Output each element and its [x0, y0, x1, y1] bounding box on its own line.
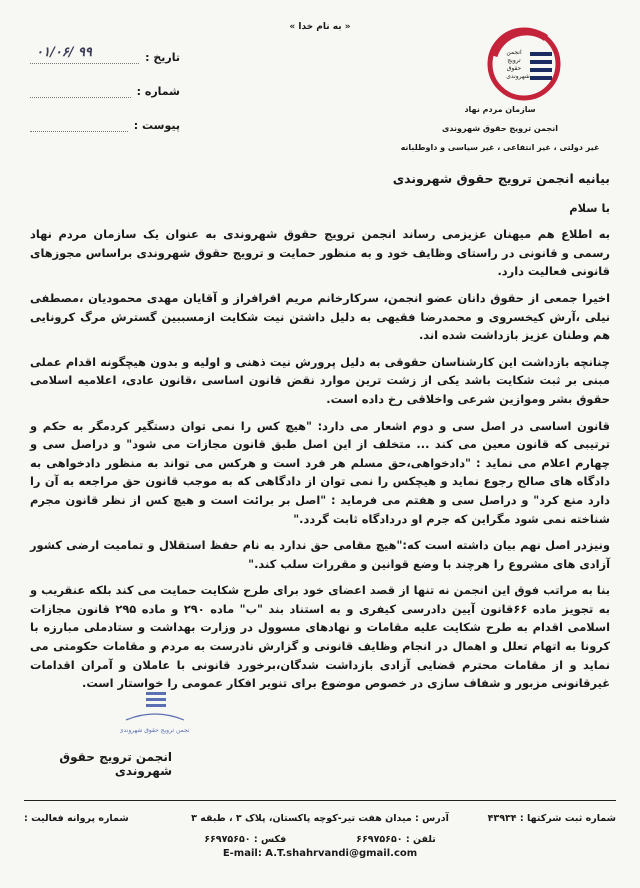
date-line: [30, 44, 139, 64]
attachment-row: [30, 108, 180, 142]
paragraph-3: چنانچه بازداشت این کارشناسان حقوقی به دلیل پرورش نیت ذهنی و اولیه و بدون هیچگونه اقدام عملی مبنی بر ثبت شکایت باشد یکی از زشت ترین موارد نقض قانون اساسی ،قانون عادی، اعلامیه اسلامی حقوق بشر وموازین شرعی واخلاقی رخ داده است.: [30, 354, 610, 406]
date-label: تاریخ :: [145, 50, 180, 64]
address: [174, 813, 466, 824]
attachment-label: پیوست :: [133, 118, 180, 132]
greeting: با سلام: [569, 200, 610, 215]
number-row: [30, 74, 180, 108]
number-label: شماره :: [136, 84, 180, 98]
contact-numbers: [174, 834, 466, 845]
footer-divider: [24, 800, 616, 801]
address-value: میدان هفت تیر-کوچه پاکستان، پلاک ۳ ، طبقه ۳: [191, 813, 412, 824]
paragraph-4: قانون اساسی در اصل سی و دوم اشعار می دارد: "هیچ کس را نمی توان دستگیر کردمگر به حکم و ترتیبی که قانون معین می کند ... متخلف از این اصل طبق قانون مجازات می شود" و دراصل سی و چهارم اعلام می نماید : "دادخواهی،حق مسلم هر فرد است و هرکس می تواند به منظور دادخواهی به دادگاه های صالح رجوع نماید و هیچکس را نمی توان از دادگاهی که به موجب قانون حق مراجعه به آن را دارد منع کرد" و دراصل سی و هفتم می فرماید : "اصل بر برائت است و هیچ کس از نظر قانون مجرم شناخته نمی شود مگراین که جرم او دردادگاه ثابت گردد.": [30, 418, 610, 526]
org-line-2: انجمن ترویج حقوق شهروندی: [442, 124, 558, 133]
signature-name: انجمن ترویج حقوق شهروندی: [59, 750, 172, 778]
org-line-1: سازمان مردم نهاد: [464, 105, 536, 114]
org-stamp: [120, 686, 190, 742]
logo-text-3: حقوق: [506, 65, 522, 72]
footer-row-2: [24, 829, 616, 850]
email: E-mail: A.T.shahrvandi@gmail.com: [222, 848, 418, 859]
license-number: شماره پروانه فعالیت :: [24, 813, 129, 824]
fax: فکس : ۶۶۹۷۵۶۵۰: [204, 834, 287, 845]
logo-text-2: ترویج: [507, 57, 521, 64]
letter-meta: [30, 40, 180, 142]
paragraph-2: اخیرا جمعی از حقوق دانان عضو انجمن، سرکارخانم مریم افرافراز و آقایان مهدی محمودیان ،مصطفی نیلی ،آرش کیخسروی و محمدرضا فقیهی به دلیل داشتن نیت شکایت ازمسببین گسترش مرگ کرونایی هم وطنان عزیز بازداشت شده اند.: [30, 290, 610, 343]
attachment-line: [30, 119, 128, 132]
statement-title: بیانیه انجمن ترویج حقوق شهروندی: [392, 171, 610, 186]
footer-row-1: [24, 808, 616, 829]
phone: تلفن : ۶۶۹۷۵۶۵۰: [356, 834, 436, 845]
stamp-icon: [120, 686, 190, 742]
logo-text-4: شهروندی: [506, 73, 530, 80]
date-row: [30, 40, 180, 74]
paragraph-1: به اطلاع هم میهنان عزیزمی رساند انجمن ترویج حقوق شهروندی به عنوان یک سازمان مردم نهاد رسمی و قانونی در راستای وظایف خود و به منظور حمایت و ترویج حقوق شهروندی براساس مجوزهای قانونی فعالیت دارد.: [30, 227, 610, 279]
letter-body: [30, 170, 610, 701]
org-line-3: غیر دولتی ، غیر انتفاعی ، غیر سیاسی و داوطلبانه: [400, 143, 600, 152]
org-description: [400, 100, 600, 157]
registration-number: شماره ثبت شرکتها : ۴۳۹۳۴: [487, 813, 616, 824]
number-line: [30, 85, 131, 98]
address-label: آدرس :: [415, 813, 449, 824]
stamp-text: انجمن ترویج حقوق شهروندی: [120, 727, 190, 734]
bismillah: « به نام خدا »: [289, 22, 351, 32]
paragraph-6: بنا به مراتب فوق این انجمن نه تنها از قصد اعضای خود برای طرح شکایت حمایت می کند بلکه عنقریب و به تجویز ماده ۶۶قانون آیین دادرسی کیفری و به استناد بند "ب" ماده ۲۹۰ و ماده ۲۹۵ قانون مجازات اسلامی اقدام به طرح شکایت علیه مقامات و نهادهای مسوول در وزارت بهداشت و ستادملی مبارزه با کرونا به اتهام تعلل و اهمال در انجام وظایف قانونی و گزارش نادرست به مردم و مقامات حکومتی می نماید و از مقامات محترم قضایی آزادی بازداشت شدگان،برخورد قانونی با عاملان و آمران اقدامات غیرقانونی مزبور و شفاف سازی در خصوص موضوع برای تنویر افکار عمومی را خواستار است.: [30, 583, 610, 691]
org-logo: [486, 26, 562, 102]
letter-footer: [24, 808, 616, 850]
org-logo-icon: [486, 26, 562, 102]
paragraph-5: ونیزدر اصل نهم بیان داشته است که:"هیچ مقامی حق ندارد به نام حفظ استقلال و تمامیت ارضی کشور آزادی های مشروع را هرچند با وضع قوانین و مقررات سلب کند.": [30, 538, 610, 571]
date-value: ۰۱/۰۶/ ۹۹: [36, 44, 92, 60]
logo-text-1: انجمن: [506, 49, 522, 56]
